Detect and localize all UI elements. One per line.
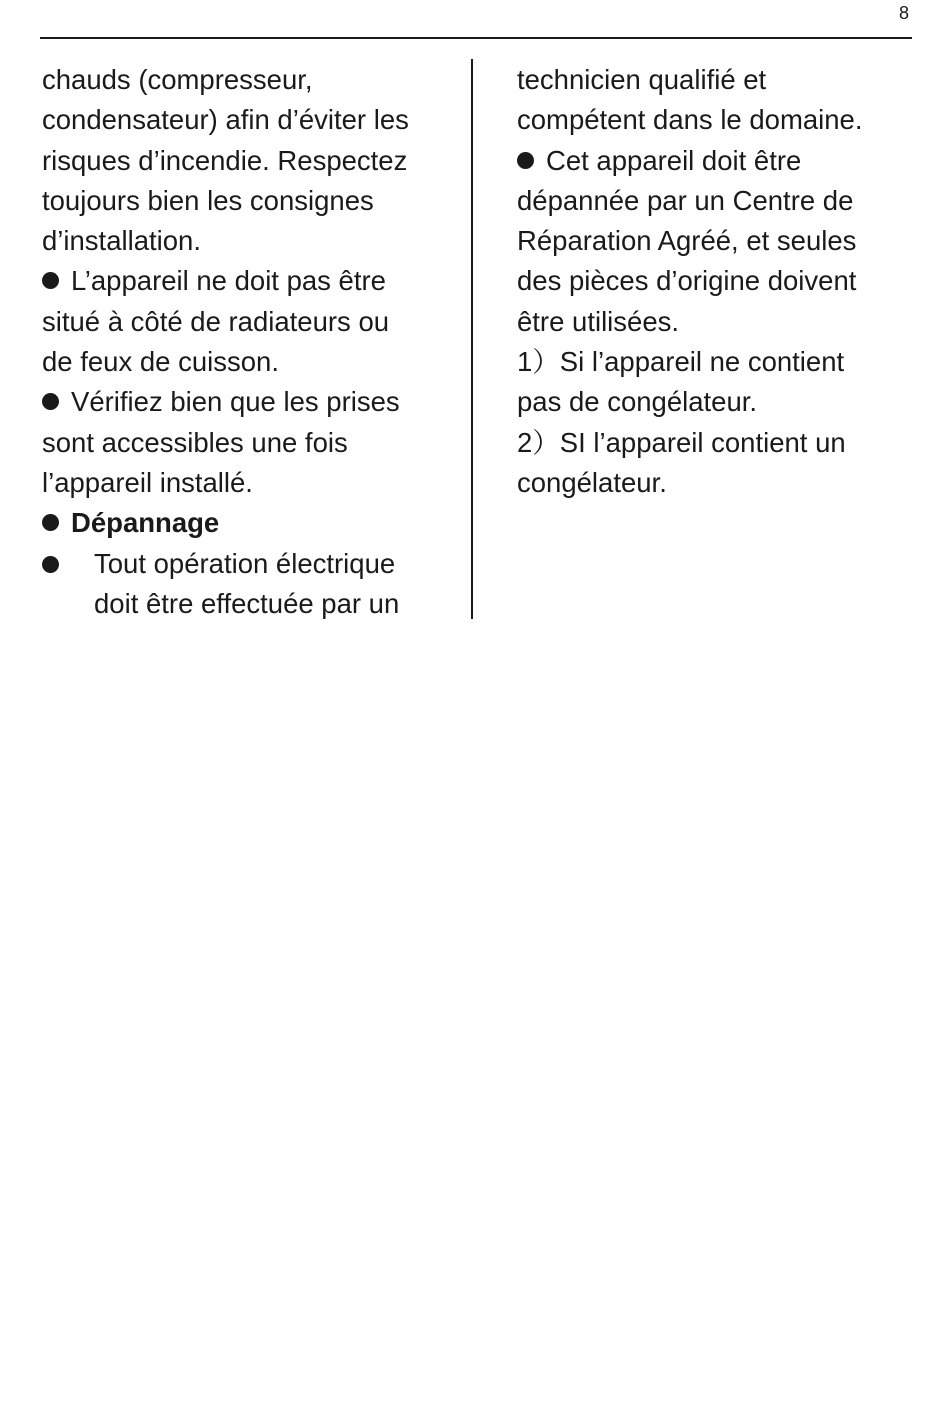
text-line: sont accessibles une fois <box>42 426 348 458</box>
bullet-item-operation <box>42 544 462 584</box>
bullet-item-prises <box>42 382 462 422</box>
text-line: compétent dans le domaine. <box>517 104 863 136</box>
page-number: 8 <box>898 3 909 23</box>
text-line: situé à côté de radiateurs ou <box>42 305 390 337</box>
text-line: Vérifiez bien que les prises <box>71 386 400 418</box>
text-line: l’appareil installé. <box>42 466 253 498</box>
bullet-icon <box>42 272 59 289</box>
bullet-icon <box>42 514 59 531</box>
text-line: congélateur. <box>517 466 667 498</box>
text-line: toujours bien les consignes <box>42 184 374 216</box>
bullet-item-radiateurs <box>42 261 462 301</box>
bullet-item-depannage <box>517 141 912 181</box>
text-line: de feux de cuisson. <box>42 346 279 378</box>
text-line-indented <box>42 584 462 624</box>
bullet-icon <box>42 556 59 573</box>
text-line: risques d’incendie. Respectez <box>42 144 408 176</box>
header-rule <box>40 37 912 39</box>
section-heading-text: Dépannage <box>71 507 220 539</box>
text-line: Réparation Agréé, et seules <box>517 225 857 257</box>
left-column <box>42 60 462 624</box>
note-item: 2）SI l’appareil contient un <box>517 426 846 458</box>
column-divider <box>471 59 473 619</box>
text-line: pas de congélateur. <box>517 386 758 418</box>
bullet-icon <box>517 152 534 169</box>
section-heading <box>42 503 462 543</box>
text-line: des pièces d’origine doivent <box>517 265 857 297</box>
text-line: chauds (compresseur, <box>42 64 313 95</box>
bullet-icon <box>42 393 59 410</box>
right-column <box>517 60 912 503</box>
text-line: être utilisées. <box>517 305 680 337</box>
text-line: dépannée par un Centre de <box>517 184 854 216</box>
note-item: 1）Si l’appareil ne contient <box>517 346 845 378</box>
text-line: d’installation. <box>42 225 201 257</box>
text-line: condensateur) afin d’éviter les <box>42 104 409 136</box>
text-line: Cet appareil doit être <box>546 144 802 176</box>
text-line: technicien qualifié et <box>517 64 767 95</box>
text-line: doit être effectuée par un <box>94 587 400 619</box>
text-line: L’appareil ne doit pas être <box>71 265 386 297</box>
text-line: Tout opération électrique <box>94 547 396 579</box>
